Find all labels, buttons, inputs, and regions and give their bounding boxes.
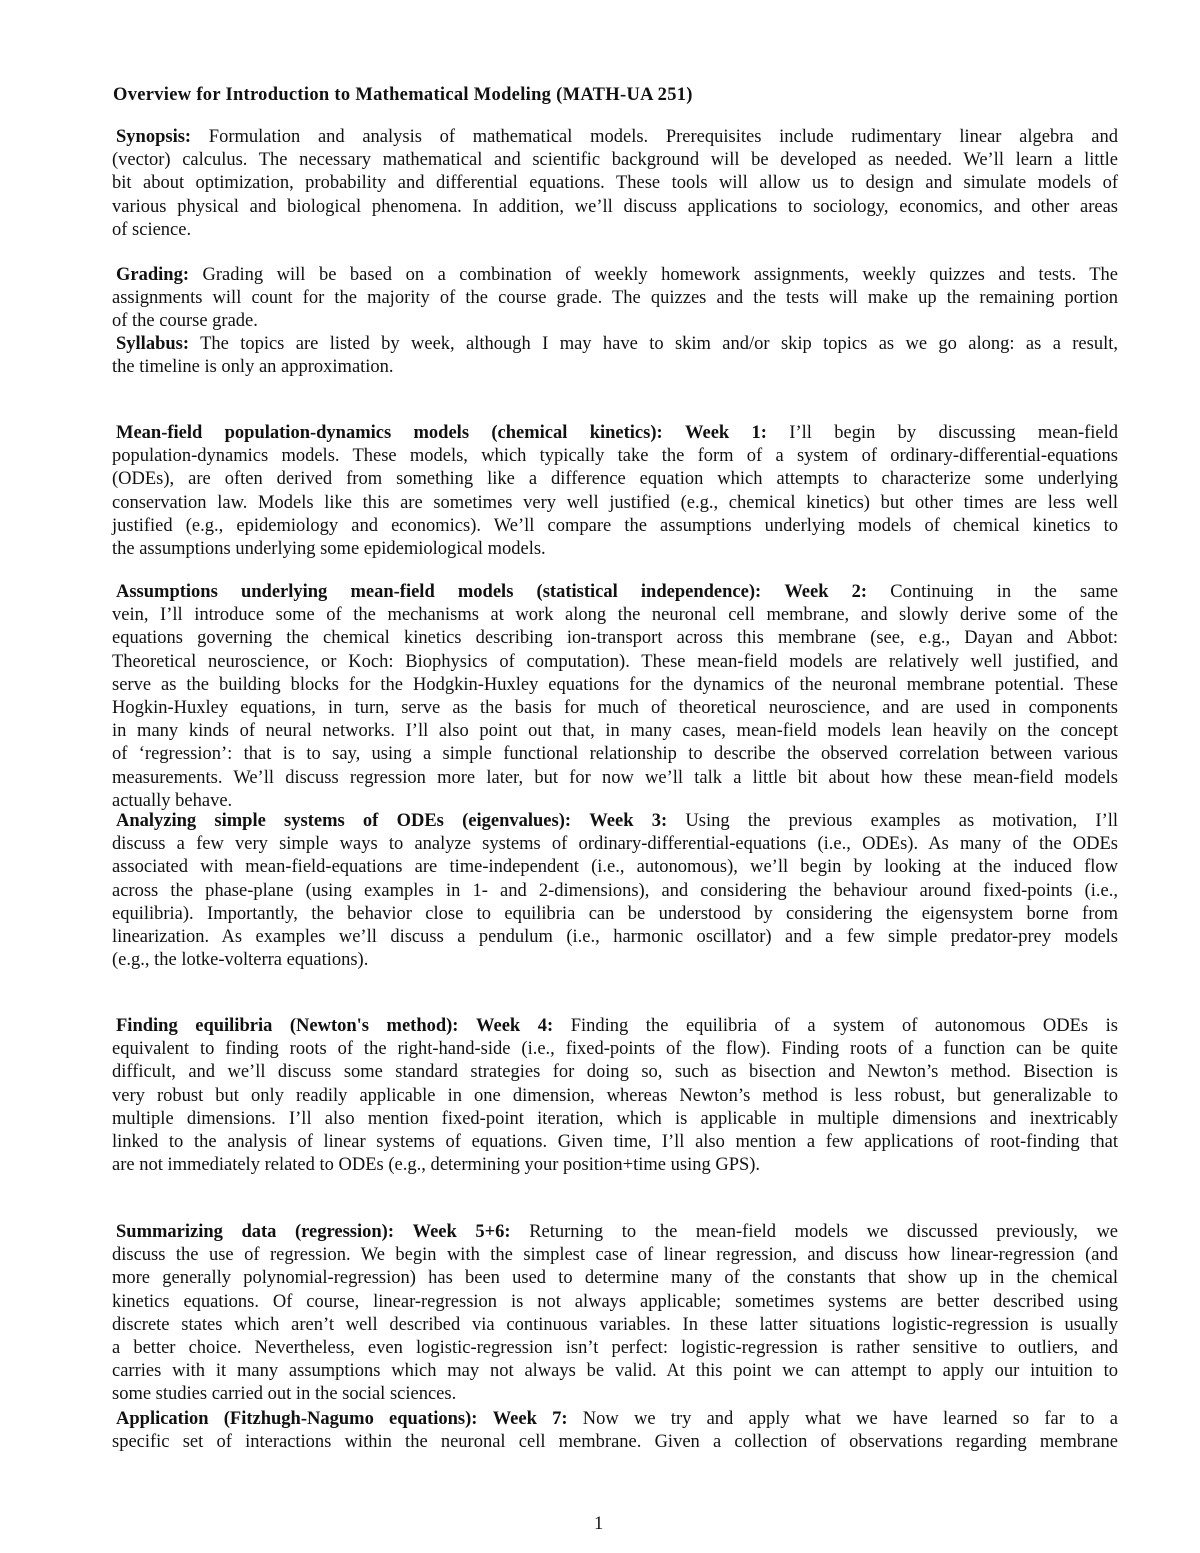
text-line bbox=[112, 1337, 1118, 1360]
text-line bbox=[112, 880, 1118, 903]
text-line bbox=[112, 1431, 1118, 1454]
line-text: specific set of interactions within the neuronal cell membrane. Given a collection of observations regarding membrane bbox=[112, 1432, 1118, 1453]
text-line bbox=[112, 1038, 1118, 1061]
week-label: Week 3: bbox=[589, 811, 668, 831]
text-line bbox=[112, 538, 1118, 561]
line-text: a better choice. Nevertheless, even logistic-regression isn’t perfect: logistic-regression is rather sensitive to outliers, and bbox=[112, 1337, 1118, 1358]
line-text: Theoretical neuroscience, or Koch: Biophysics of computation). These mean-field models are relatively well justified, and bbox=[112, 651, 1118, 672]
section-paragraph bbox=[112, 1015, 1118, 1177]
line-text: measurements. We’ll discuss regression more later, but for now we’ll talk a little bit about how these mean-field models bbox=[112, 767, 1118, 788]
line-text: (e.g., the lotke-volterra equations). bbox=[112, 950, 369, 971]
line-text: justified (e.g., epidemiology and economics). We’ll compare the assumptions underlying models of chemical kinetics to bbox=[112, 515, 1118, 536]
line-text: the timeline is only an approximation. bbox=[112, 357, 394, 378]
line-text: Returning to the mean-field models we discussed previously, we bbox=[529, 1222, 1119, 1242]
text-line bbox=[112, 196, 1118, 219]
line-text: assignments will count for the majority of the course grade. The quizzes and the tests will make up the remaining portion bbox=[112, 288, 1118, 309]
line-text: of science. bbox=[112, 219, 192, 240]
line-text: vein, I’ll introduce some of the mechanisms at work along the neuronal cell membrane, and slowly derive some of the bbox=[112, 605, 1118, 626]
text-line bbox=[112, 697, 1118, 720]
text-line bbox=[112, 219, 1118, 242]
week-label: Week 5+6: bbox=[412, 1222, 511, 1242]
line-text: of ‘regression’: that is to say, using a simple functional relationship to describe the observed correlation between various bbox=[112, 744, 1118, 765]
text-line bbox=[112, 515, 1118, 538]
text-line bbox=[112, 627, 1118, 650]
text-line bbox=[112, 856, 1118, 879]
section-heading: Assumptions underlying mean-field models (statistical independence): bbox=[116, 582, 762, 602]
line-text: equations governing the chemical kinetics describing ion-transport across this membrane (see, e.g., Dayan and Abbot: bbox=[112, 628, 1118, 649]
line-text: kinetics equations. Of course, linear-regression is not always applicable; sometimes systems are better described using bbox=[112, 1291, 1118, 1312]
section-paragraph bbox=[112, 264, 1118, 334]
line-text: associated with mean-field-equations are time-independent (i.e., autonomous), we’ll begin by looking at the induced flow bbox=[112, 857, 1118, 878]
text-line bbox=[112, 1267, 1118, 1290]
line-text: discrete states which aren’t well described via continuous variables. In these latter situations logistic-regression is usually bbox=[112, 1314, 1118, 1335]
text-line bbox=[112, 287, 1118, 310]
line-text: difficult, and we’ll discuss some standard strategies for doing so, such as bisection and Newton’s method. Bisection is bbox=[112, 1062, 1118, 1083]
text-line bbox=[112, 1015, 1118, 1038]
text-line bbox=[112, 1061, 1118, 1084]
text-line bbox=[112, 1360, 1118, 1383]
line-text: Finding the equilibria of a system of autonomous ODEs is bbox=[570, 1016, 1119, 1036]
text-line bbox=[112, 264, 1118, 287]
line-text: some studies carried out in the social sciences. bbox=[112, 1384, 457, 1405]
text-line bbox=[112, 581, 1118, 604]
text-line bbox=[112, 720, 1118, 743]
line-text: linearization. As examples we’ll discuss a pendulum (i.e., harmonic oscillator) and a few simple predator-prey models bbox=[112, 926, 1118, 947]
text-line bbox=[112, 445, 1118, 468]
text-line bbox=[112, 674, 1118, 697]
line-text: equilibria). Importantly, the behavior close to equilibria can be understood by considering the eigensystem borne from bbox=[112, 903, 1118, 924]
section-heading: Finding equilibria (Newton's method): bbox=[116, 1016, 459, 1036]
line-text: carries with it many assumptions which may not always be valid. At this point we can attempt to apply our intuition to bbox=[112, 1361, 1118, 1382]
section-paragraph bbox=[112, 333, 1118, 379]
text-line bbox=[112, 492, 1118, 515]
section-heading: Application (Fitzhugh-Nagumo equations): bbox=[116, 1409, 478, 1429]
line-text: various physical and biological phenomena. In addition, we’ll discuss applications to sociology, economics, and other areas bbox=[112, 196, 1118, 217]
line-text: are not immediately related to ODEs (e.g., determining your position+time using GPS). bbox=[112, 1155, 761, 1176]
text-line bbox=[112, 1383, 1118, 1406]
text-line bbox=[112, 926, 1118, 949]
text-line bbox=[112, 1244, 1118, 1267]
line-text: equivalent to finding roots of the right-hand-side (i.e., fixed-points of the flow). Finding roots of a function can be quite bbox=[112, 1039, 1118, 1060]
week-label: Week 4: bbox=[476, 1016, 554, 1036]
line-text: The topics are listed by week, although I may have to skim and/or skip topics as we go along: as a result, bbox=[200, 334, 1118, 354]
section-heading: Mean-field population-dynamics models (chemical kinetics): bbox=[116, 423, 663, 443]
line-text: (vector) calculus. The necessary mathematical and scientific background will be developed as needed. We’ll learn a little bbox=[112, 150, 1118, 171]
line-text: actually behave. bbox=[112, 790, 233, 811]
text-line bbox=[112, 810, 1118, 833]
line-text: discuss the use of regression. We begin with the simplest case of linear regression, and discuss how linear-regression (and bbox=[112, 1245, 1118, 1266]
text-line bbox=[112, 604, 1118, 627]
text-line bbox=[112, 743, 1118, 766]
text-line bbox=[112, 903, 1118, 926]
line-text: Now we try and apply what we have learned so far to a bbox=[582, 1409, 1119, 1429]
text-line bbox=[112, 310, 1118, 333]
line-text: population-dynamics models. These models, which typically take the form of a system of ordinary-differential-equations bbox=[112, 446, 1118, 467]
line-text: I’ll begin by discussing mean-field bbox=[789, 423, 1119, 443]
section-paragraph bbox=[112, 1408, 1118, 1454]
line-text: more generally polynomial-regression) has been used to determine many of the constants that show up in the chemical bbox=[112, 1268, 1118, 1289]
section-paragraph bbox=[112, 810, 1118, 972]
line-text: conservation law. Models like this are sometimes very well justified (e.g., chemical kinetics) but other times are less well bbox=[112, 492, 1118, 513]
page-number: 1 bbox=[594, 1514, 604, 1534]
line-text: the assumptions underlying some epidemiological models. bbox=[112, 538, 546, 559]
line-text: bit about optimization, probability and differential equations. These tools will allow us to design and simulate models of bbox=[112, 173, 1118, 194]
text-line bbox=[112, 333, 1118, 356]
text-line bbox=[112, 833, 1118, 856]
text-line bbox=[112, 949, 1118, 972]
text-line bbox=[112, 1408, 1118, 1431]
section-heading: Summarizing data (regression): bbox=[116, 1222, 395, 1242]
text-line bbox=[112, 356, 1118, 379]
text-line bbox=[112, 1221, 1118, 1244]
section-paragraph bbox=[112, 422, 1118, 561]
text-line bbox=[112, 149, 1118, 172]
line-text: Continuing in the same bbox=[890, 582, 1119, 602]
text-line bbox=[112, 468, 1118, 491]
line-text: serve as the building blocks for the Hodgkin-Huxley equations for the dynamics of the neuronal membrane potential. These bbox=[112, 674, 1118, 695]
text-line bbox=[112, 1108, 1118, 1131]
section-heading: Syllabus: bbox=[116, 334, 190, 354]
section-heading: Analyzing simple systems of ODEs (eigenvalues): bbox=[116, 811, 572, 831]
line-text: in many kinds of neural networks. I’ll also point out that, in many cases, mean-field models lean heavily on the concept bbox=[112, 721, 1118, 742]
text-line bbox=[112, 1314, 1118, 1337]
line-text: very robust but only readily applicable in one dimension, whereas Newton’s method is less robust, but generalizable to bbox=[112, 1085, 1118, 1106]
week-label: Week 2: bbox=[784, 582, 868, 602]
document-title: Overview for Introduction to Mathematical Modeling (MATH-UA 251) bbox=[113, 85, 693, 105]
text-line bbox=[112, 422, 1118, 445]
section-heading: Grading: bbox=[116, 265, 189, 285]
text-line bbox=[112, 1154, 1118, 1177]
text-line bbox=[112, 172, 1118, 195]
line-text: Hogkin-Huxley equations, in turn, serve as the basis for much of theoretical neuroscience, and are used in components bbox=[112, 697, 1118, 718]
line-text: Using the previous examples as motivation, I’ll bbox=[685, 811, 1119, 831]
line-text: linked to the analysis of linear systems of equations. Given time, I’ll also mention a few applications of root-finding that bbox=[112, 1131, 1118, 1152]
section-paragraph bbox=[112, 1221, 1118, 1407]
section-paragraph bbox=[112, 126, 1118, 242]
text-line bbox=[112, 126, 1118, 149]
section-paragraph bbox=[112, 581, 1118, 813]
line-text: Formulation and analysis of mathematical models. Prerequisites include rudimentary linear algebra and bbox=[208, 127, 1119, 147]
line-text: discuss a few very simple ways to analyze systems of ordinary-differential-equations (i.e., ODEs). As many of the ODEs bbox=[112, 834, 1118, 855]
text-line bbox=[112, 651, 1118, 674]
week-label: Week 1: bbox=[685, 423, 767, 443]
text-line bbox=[112, 1085, 1118, 1108]
line-text: of the course grade. bbox=[112, 311, 258, 332]
line-text: Grading will be based on a combination of weekly homework assignments, weekly quizzes and tests. The bbox=[202, 265, 1119, 285]
text-line bbox=[112, 1291, 1118, 1314]
section-heading: Synopsis: bbox=[116, 127, 192, 147]
text-line bbox=[112, 1131, 1118, 1154]
line-text: across the phase-plane (using examples in 1- and 2-dimensions), and considering the behaviour around fixed-points (i.e., bbox=[112, 880, 1118, 901]
line-text: multiple dimensions. I’ll also mention fixed-point iteration, which is applicable in multiple dimensions and inextricably bbox=[112, 1108, 1118, 1129]
text-line bbox=[112, 767, 1118, 790]
line-text: (ODEs), are often derived from something like a difference equation which attempts to characterize some underlying bbox=[112, 469, 1118, 490]
week-label: Week 7: bbox=[492, 1409, 568, 1429]
